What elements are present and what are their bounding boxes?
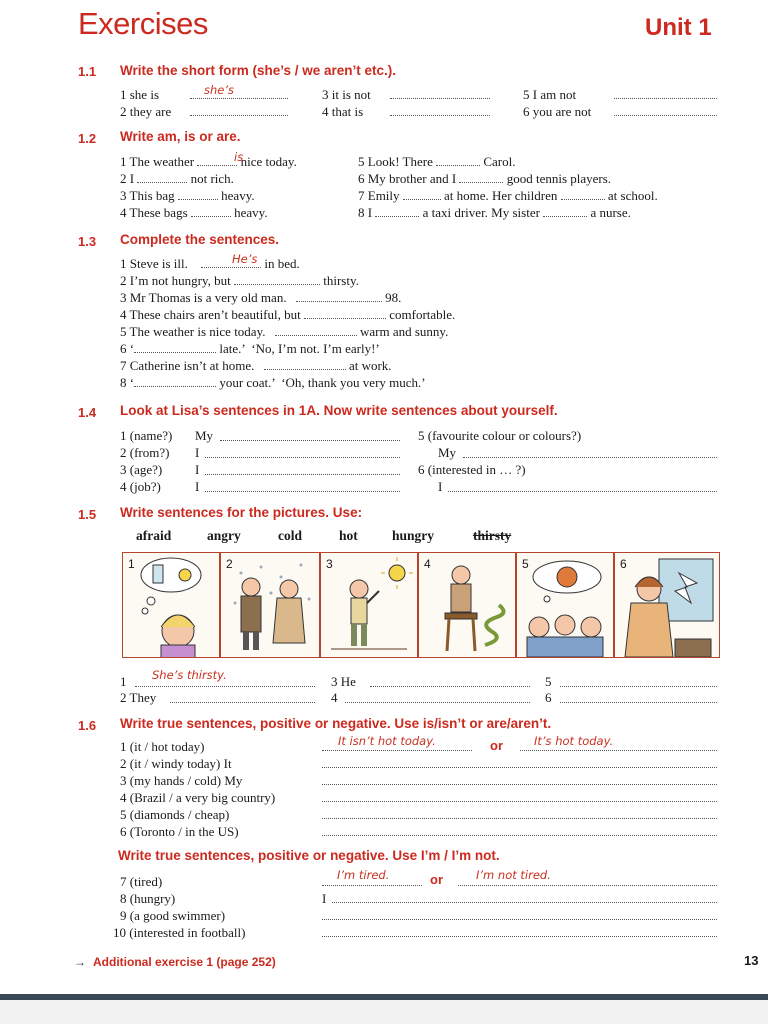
page-number: 13 xyxy=(744,953,759,968)
picture-number: 6 xyxy=(620,557,627,571)
instruction-1-4: Look at Lisa’s sentences in 1A. Now write sentences about yourself. xyxy=(120,403,558,418)
answer-line[interactable] xyxy=(322,936,717,937)
answer-line[interactable] xyxy=(459,172,503,183)
additional-exercise-link[interactable]: Additional exercise 1 (page 252) xyxy=(93,955,276,969)
item-1-2-5: 5 Look! There Carol. xyxy=(358,154,516,169)
instruction-1-2: Write am, is or are. xyxy=(120,129,241,144)
word-angry: angry xyxy=(207,528,241,543)
item-1-2-3: 3 This bag heavy. xyxy=(120,188,255,203)
item-1-6-1: 1 (it / hot today) xyxy=(120,739,205,754)
item-1-2-2: 2 I not rich. xyxy=(120,171,234,186)
or-label: or xyxy=(430,872,443,887)
answer-line[interactable] xyxy=(197,155,237,166)
answer-line[interactable] xyxy=(448,491,717,492)
answer-line[interactable] xyxy=(205,491,400,492)
item-1-3-8: 8 ‘ your coat.’ ‘Oh, thank you very much.’ xyxy=(120,375,426,390)
word-hungry: hungry xyxy=(392,528,435,543)
item-1-5-4: 4 xyxy=(331,690,338,705)
answer-line[interactable] xyxy=(403,189,441,200)
bottom-strip xyxy=(0,1000,768,1024)
item-1-1-1: 1 she is xyxy=(120,87,159,102)
arrow-icon: → xyxy=(74,955,86,969)
answer-line[interactable] xyxy=(322,919,717,920)
section-number-1-1: 1.1 xyxy=(78,64,97,79)
answer-line[interactable] xyxy=(220,440,400,441)
item-1-5-1: 1 xyxy=(120,674,127,689)
answer-line[interactable] xyxy=(614,115,717,116)
item-1-6-7: 7 (tired) xyxy=(120,874,163,889)
item-1-2-8: 8 I a taxi driver. My sister a nurse. xyxy=(358,205,631,220)
answer-line[interactable] xyxy=(543,206,587,217)
answer-line[interactable] xyxy=(322,835,717,836)
answer-line[interactable] xyxy=(275,325,357,336)
item-1-1-2: 2 they are xyxy=(120,104,172,119)
item-1-1-6: 6 you are not xyxy=(523,104,592,119)
item-1-6-6: 6 (Toronto / in the US) xyxy=(120,824,239,839)
picture-number: 1 xyxy=(128,557,135,571)
item-1-4-6-start: I xyxy=(438,479,443,494)
answer-line[interactable] xyxy=(375,206,419,217)
answer-line[interactable] xyxy=(322,750,472,751)
picture-6-angry xyxy=(614,552,720,658)
item-1-4-4-start: I xyxy=(195,479,200,494)
instruction-1-6-part2: Write true sentences, positive or negative. Use I’m / I’m not. xyxy=(118,848,500,863)
picture-number: 4 xyxy=(424,557,431,571)
item-1-3-6: 6 ‘ late.’ ‘No, I’m not. I’m early!’ xyxy=(120,341,380,356)
answer-line[interactable] xyxy=(322,767,717,768)
word-afraid: afraid xyxy=(136,528,172,543)
item-1-4-5: 5 (favourite colour or colours?) xyxy=(418,428,582,443)
answer-line[interactable] xyxy=(560,686,717,687)
item-1-6-8: 8 (hungry) xyxy=(120,891,176,906)
instruction-1-6: Write true sentences, positive or negative. Use is/isn’t or are/aren’t. xyxy=(120,716,552,731)
item-1-4-2: 2 (from?) xyxy=(120,445,170,460)
afraid-man-on-stool-illustration xyxy=(419,553,515,657)
answer-line[interactable] xyxy=(134,342,216,353)
item-1-4-5-start: My xyxy=(438,445,457,460)
picture-number: 3 xyxy=(326,557,333,571)
item-1-1-5: 5 I am not xyxy=(523,87,577,102)
word-hot: hot xyxy=(339,528,358,543)
item-1-3-5: 5 The weather is nice today. warm and sunny. xyxy=(120,324,449,339)
answer-line[interactable] xyxy=(304,308,386,319)
item-1-3-4: 4 These chairs aren’t beautiful, but comfortable. xyxy=(120,307,456,322)
answer-line[interactable] xyxy=(178,189,218,200)
item-1-6-2: 2 (it / windy today) It xyxy=(120,756,232,771)
section-number-1-4: 1.4 xyxy=(78,405,97,420)
answer-line[interactable] xyxy=(135,686,315,687)
item-1-3-7: 7 Catherine isn’t at home. at work. xyxy=(120,358,392,373)
answer-line[interactable] xyxy=(191,206,231,217)
answer-line[interactable] xyxy=(390,115,490,116)
instruction-1-1: Write the short form (she’s / we aren’t etc.). xyxy=(120,63,397,78)
answer-line[interactable] xyxy=(560,702,717,703)
hungry-people-illustration xyxy=(517,553,613,657)
item-1-4-6: 6 (interested in … ?) xyxy=(418,462,526,477)
handwritten-answer: is xyxy=(234,150,244,164)
answer-line[interactable] xyxy=(137,172,187,183)
handwritten-answer: It’s hot today. xyxy=(534,734,614,748)
answer-line[interactable] xyxy=(322,801,717,802)
answer-line[interactable] xyxy=(205,457,400,458)
handwritten-answer: she’s xyxy=(204,83,235,97)
page-title: Exercises xyxy=(78,6,208,41)
answer-line[interactable] xyxy=(296,291,382,302)
answer-line[interactable] xyxy=(322,818,717,819)
answer-line[interactable] xyxy=(561,189,605,200)
answer-line[interactable] xyxy=(390,98,490,99)
word-cold: cold xyxy=(278,528,303,543)
answer-line[interactable] xyxy=(264,359,346,370)
answer-line[interactable] xyxy=(520,750,717,751)
answer-line[interactable] xyxy=(170,702,315,703)
or-label: or xyxy=(490,738,503,753)
answer-line[interactable] xyxy=(345,702,530,703)
item-1-4-1-start: My xyxy=(195,428,214,443)
section-number-1-6: 1.6 xyxy=(78,718,97,733)
instruction-1-3: Complete the sentences. xyxy=(120,232,280,247)
item-1-4-3: 3 (age?) xyxy=(120,462,163,477)
picture-4-afraid xyxy=(418,552,516,658)
hot-man-illustration xyxy=(321,553,417,657)
handwritten-answer: He’s xyxy=(232,252,258,266)
picture-3-hot xyxy=(320,552,418,658)
item-1-5-5: 5 xyxy=(545,674,552,689)
section-number-1-3: 1.3 xyxy=(78,234,97,249)
unit-label: Unit 1 xyxy=(645,14,712,41)
handwritten-answer: It isn’t hot today. xyxy=(338,734,436,748)
answer-line[interactable] xyxy=(322,885,422,886)
item-1-2-1: 1 The weather nice today. xyxy=(120,154,297,169)
angry-woman-broken-window-illustration xyxy=(615,553,719,657)
picture-2-cold xyxy=(220,552,320,658)
item-1-3-1: 1 Steve is ill. in bed. xyxy=(120,256,300,271)
answer-line[interactable] xyxy=(614,98,717,99)
item-1-2-6: 6 My brother and I good tennis players. xyxy=(358,171,612,186)
item-1-3-3: 3 Mr Thomas is a very old man. 98. xyxy=(120,290,402,305)
answer-line[interactable] xyxy=(190,115,288,116)
answer-line[interactable] xyxy=(134,376,216,387)
item-1-2-4: 4 These bags heavy. xyxy=(120,205,268,220)
item-1-3-2: 2 I’m not hungry, but thirsty. xyxy=(120,273,359,288)
instruction-1-5: Write sentences for the pictures. Use: xyxy=(120,505,363,520)
item-1-5-3: 3 He xyxy=(331,674,356,689)
item-1-6-10: 10 (interested in football) xyxy=(113,925,246,940)
item-1-5-2: 2 They xyxy=(120,690,157,705)
picture-1-thirsty xyxy=(122,552,220,658)
picture-number: 2 xyxy=(226,557,233,571)
item-1-6-5: 5 (diamonds / cheap) xyxy=(120,807,230,822)
item-1-4-4: 4 (job?) xyxy=(120,479,161,494)
answer-line[interactable] xyxy=(190,98,288,99)
answer-line[interactable] xyxy=(370,686,530,687)
answer-line[interactable] xyxy=(332,902,717,903)
picture-number: 5 xyxy=(522,557,529,571)
item-1-4-1: 1 (name?) xyxy=(120,428,173,443)
thirsty-girl-illustration xyxy=(123,553,219,657)
cold-couple-illustration xyxy=(221,553,319,657)
section-number-1-5: 1.5 xyxy=(78,507,97,522)
item-1-6-3: 3 (my hands / cold) My xyxy=(120,773,243,788)
answer-line[interactable] xyxy=(205,474,400,475)
item-1-1-3: 3 it is not xyxy=(322,87,371,102)
answer-line[interactable] xyxy=(234,274,320,285)
answer-line[interactable] xyxy=(458,885,717,886)
answer-line[interactable] xyxy=(436,155,480,166)
handwritten-answer: She’s thirsty. xyxy=(152,668,227,682)
item-1-2-7: 7 Emily at home. Her children at school. xyxy=(358,188,658,203)
item-1-4-3-start: I xyxy=(195,462,200,477)
picture-5-hungry xyxy=(516,552,614,658)
answer-line[interactable] xyxy=(463,457,717,458)
item-1-6-9: 9 (a good swimmer) xyxy=(120,908,226,923)
handwritten-answer: I’m not tired. xyxy=(476,868,551,882)
item-1-5-6: 6 xyxy=(545,690,552,705)
section-number-1-2: 1.2 xyxy=(78,131,97,146)
item-1-6-8-start: I xyxy=(322,891,327,906)
handwritten-answer: I’m tired. xyxy=(337,868,390,882)
item-1-6-4: 4 (Brazil / a very big country) xyxy=(120,790,276,805)
item-1-4-2-start: I xyxy=(195,445,200,460)
answer-line[interactable] xyxy=(322,784,717,785)
item-1-1-4: 4 that is xyxy=(322,104,364,119)
word-thirsty: thirsty xyxy=(473,528,512,543)
